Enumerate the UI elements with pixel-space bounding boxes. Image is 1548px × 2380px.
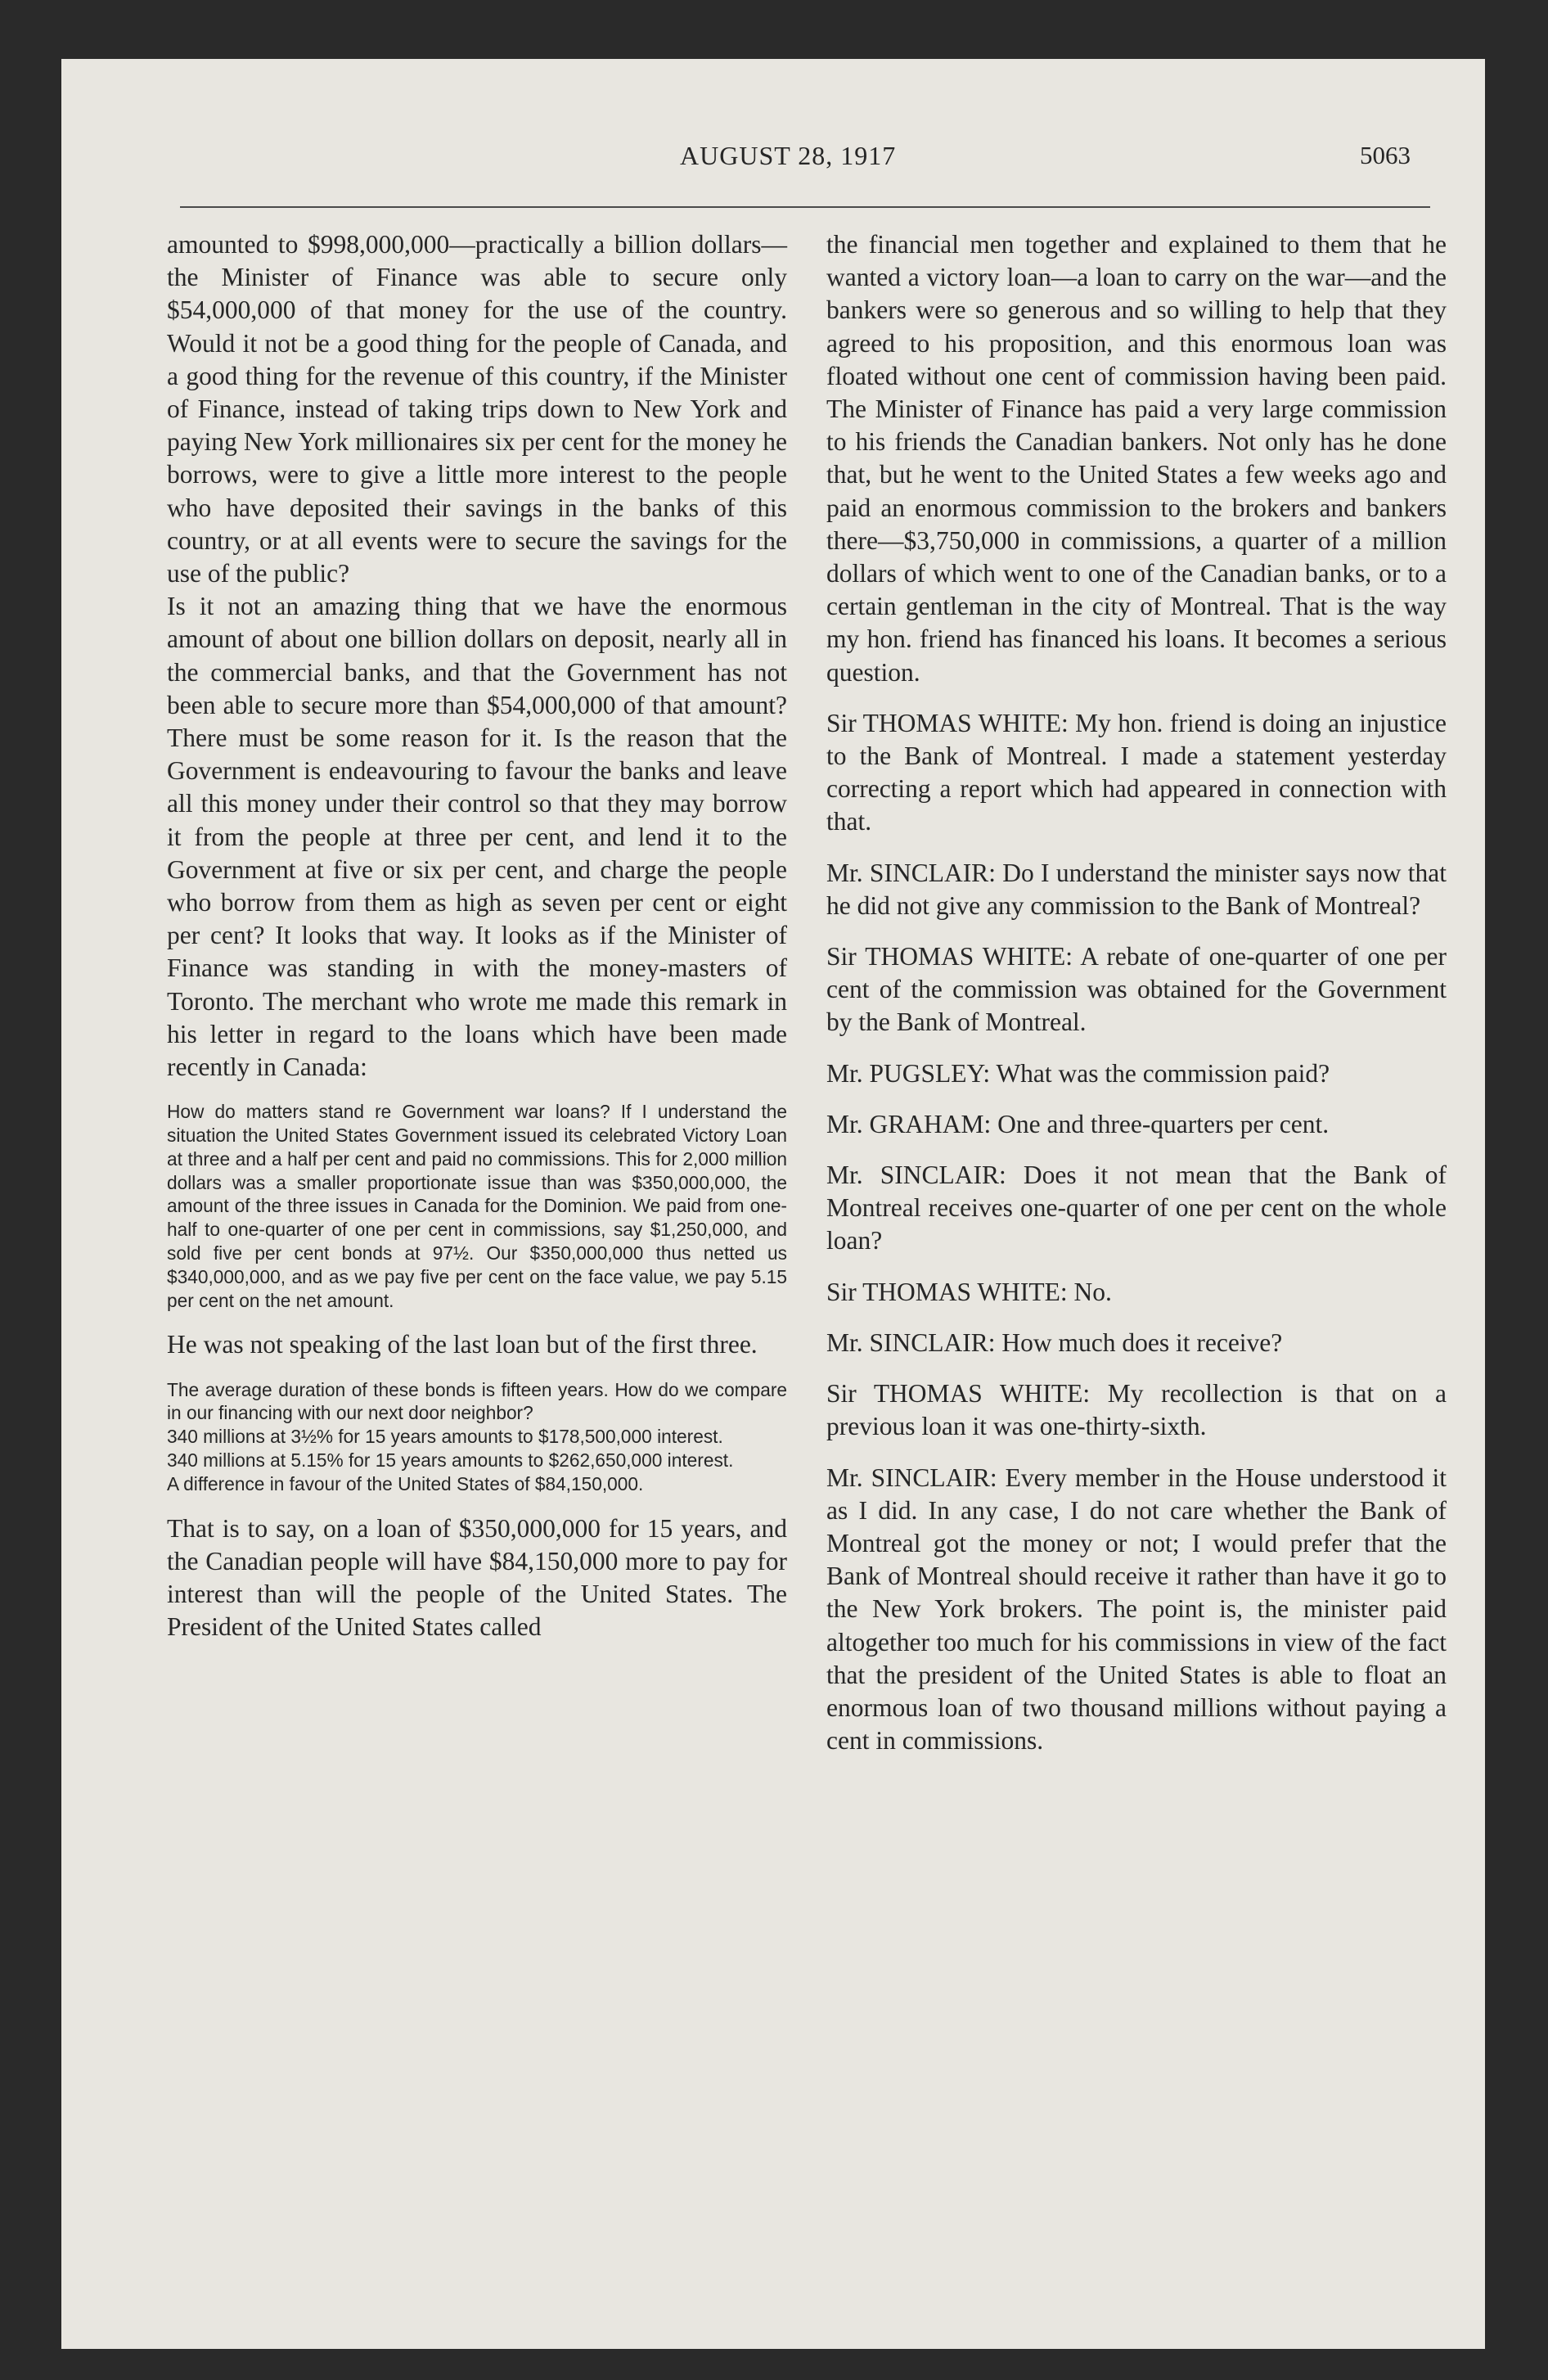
letter-quote: A difference in favour of the United States of $84,150,000. <box>167 1472 644 1494</box>
speech-white: Sir THOMAS WHITE: My recollection is that on a previous loan it was one-thirty-sixth. <box>826 1379 1447 1441</box>
letter-quote: How do matters stand re Government war loans? If I understand the situation the United States Government issued its celebrated Victory Loan at three and a half per cent and paid no commissions. This for 2,000 million dollars was a smaller proportionate issue than was $350,000,000, the amount of the three issues in Canada for the Dominion. We paid from one-half to one-quarter of one per cent in commissions, say $1,250,000, and sold five per cent bonds at 97½. Our $350,000,000 thus netted us $340,000,000, and as we pay five per cent on the face value, we pay 5.15 per cent on the net amount. <box>167 1101 787 1311</box>
paragraph: the financial men together and explained to them that he wanted a victory loan—a loan to carry on the war—and the bankers were so generous and so willing to help that they agreed to his proposition, and this enormous loan was floated without one cent of commission having been paid. The Minister of Finance has paid a very large commission to his friends the Canadian bankers. Not only has he done that, but he went to the United States a few weeks ago and paid an enormous commission to the brokers and bankers there—$3,750,000 in commissions, a quarter of a million dollars of which went to one of the Canadian banks, or to a certain gentleman in the city of Montreal. That is the way my hon. friend has financed his loans. It becomes a serious question. <box>826 230 1447 687</box>
speech-sinclair: Mr. SINCLAIR: Does it not mean that the Bank of Montreal receives one-quarter of one per cent on the whole loan? <box>826 1161 1447 1255</box>
letter-quote: 340 millions at 3½% for 15 years amounts to $178,500,000 interest. <box>167 1426 723 1448</box>
paragraph: amounted to $998,000,000—practically a billion dollars—the Minister of Finance was able to secure only $54,000,000 of that money for the use of the country. Would it not be a good thing for the people of Canada, and a good thing for the revenue of this country, if the Minister of Finance, instead of taking trips down to New York and paying New York millionaires six per cent for the money he borrows, were to give a little more interest to the people who have deposited their savings in the banks of this country, or at all events were to secure the savings for the use of the public? <box>167 230 787 588</box>
header-date: AUGUST 28, 1917 <box>680 141 897 170</box>
page-number: 5063 <box>1360 141 1411 169</box>
letter-quote: 340 millions at 5.15% for 15 years amounts to $262,650,000 interest. <box>167 1449 734 1472</box>
speech-sinclair: Mr. SINCLAIR: Do I understand the minister says now that he did not give any commission to the Bank of Montreal? <box>826 858 1447 920</box>
speech-white: Sir THOMAS WHITE: No. <box>826 1277 1112 1306</box>
header-rule <box>180 206 1430 208</box>
speech-white: Sir THOMAS WHITE: My hon. friend is doing an injustice to the Bank of Montreal. I made a statement yesterday correcting a report which had appeared in connection with that. <box>826 708 1447 836</box>
left-column <box>167 228 787 1643</box>
running-header <box>61 141 1485 182</box>
speech-graham: Mr. GRAHAM: One and three-quarters per cent. <box>826 1109 1330 1138</box>
right-column <box>826 228 1447 1757</box>
speech-white: Sir THOMAS WHITE: A rebate of one-quarter of one per cent of the commission was obtained for the Government by the Bank of Montreal. <box>826 942 1447 1037</box>
paragraph: Is it not an amazing thing that we have the enormous amount of about one billion dollars on deposit, nearly all in the commercial banks, and that the Government has not been able to secure more than $54,000,000 of that amount? There must be some reason for it. Is the reason that the Government is endeavouring to favour the banks and leave all this money under their control so that they may borrow it from the people at three per cent, and lend it to the Government at five or six per cent, and charge the people who borrow from them as high as seven per cent or eight per cent? It looks that way. It looks as if the Minister of Finance was standing in with the money-masters of Toronto. The merchant who wrote me made this remark in his letter in regard to the loans which have been made recently in Canada: <box>167 592 787 1082</box>
document-page <box>61 59 1485 2349</box>
speech-pugsley: Mr. PUGSLEY: What was the commission paid? <box>826 1058 1330 1088</box>
letter-quote: The average duration of these bonds is fifteen years. How do we compare in our financing with our next door neighbor? <box>167 1378 787 1424</box>
speech-sinclair: Mr. SINCLAIR: Every member in the House understood it as I did. In any case, I do not care whether the Bank of Montreal got the money or not; I would prefer that the Bank of Montreal should receive it rather than have it go to the New York brokers. The point is, the minister paid altogether too much for his commissions in view of the fact that the president of the United States is able to float an enormous loan of two thousand millions without paying a cent in commissions. <box>826 1463 1447 1756</box>
paragraph: He was not speaking of the last loan but of the first three. <box>167 1330 758 1359</box>
speech-sinclair: Mr. SINCLAIR: How much does it receive? <box>826 1327 1283 1357</box>
paragraph: That is to say, on a loan of $350,000,000 for 15 years, and the Canadian people will have $84,150,000 more to pay for interest than will the people of the United States. The President of the United States called <box>167 1513 787 1642</box>
